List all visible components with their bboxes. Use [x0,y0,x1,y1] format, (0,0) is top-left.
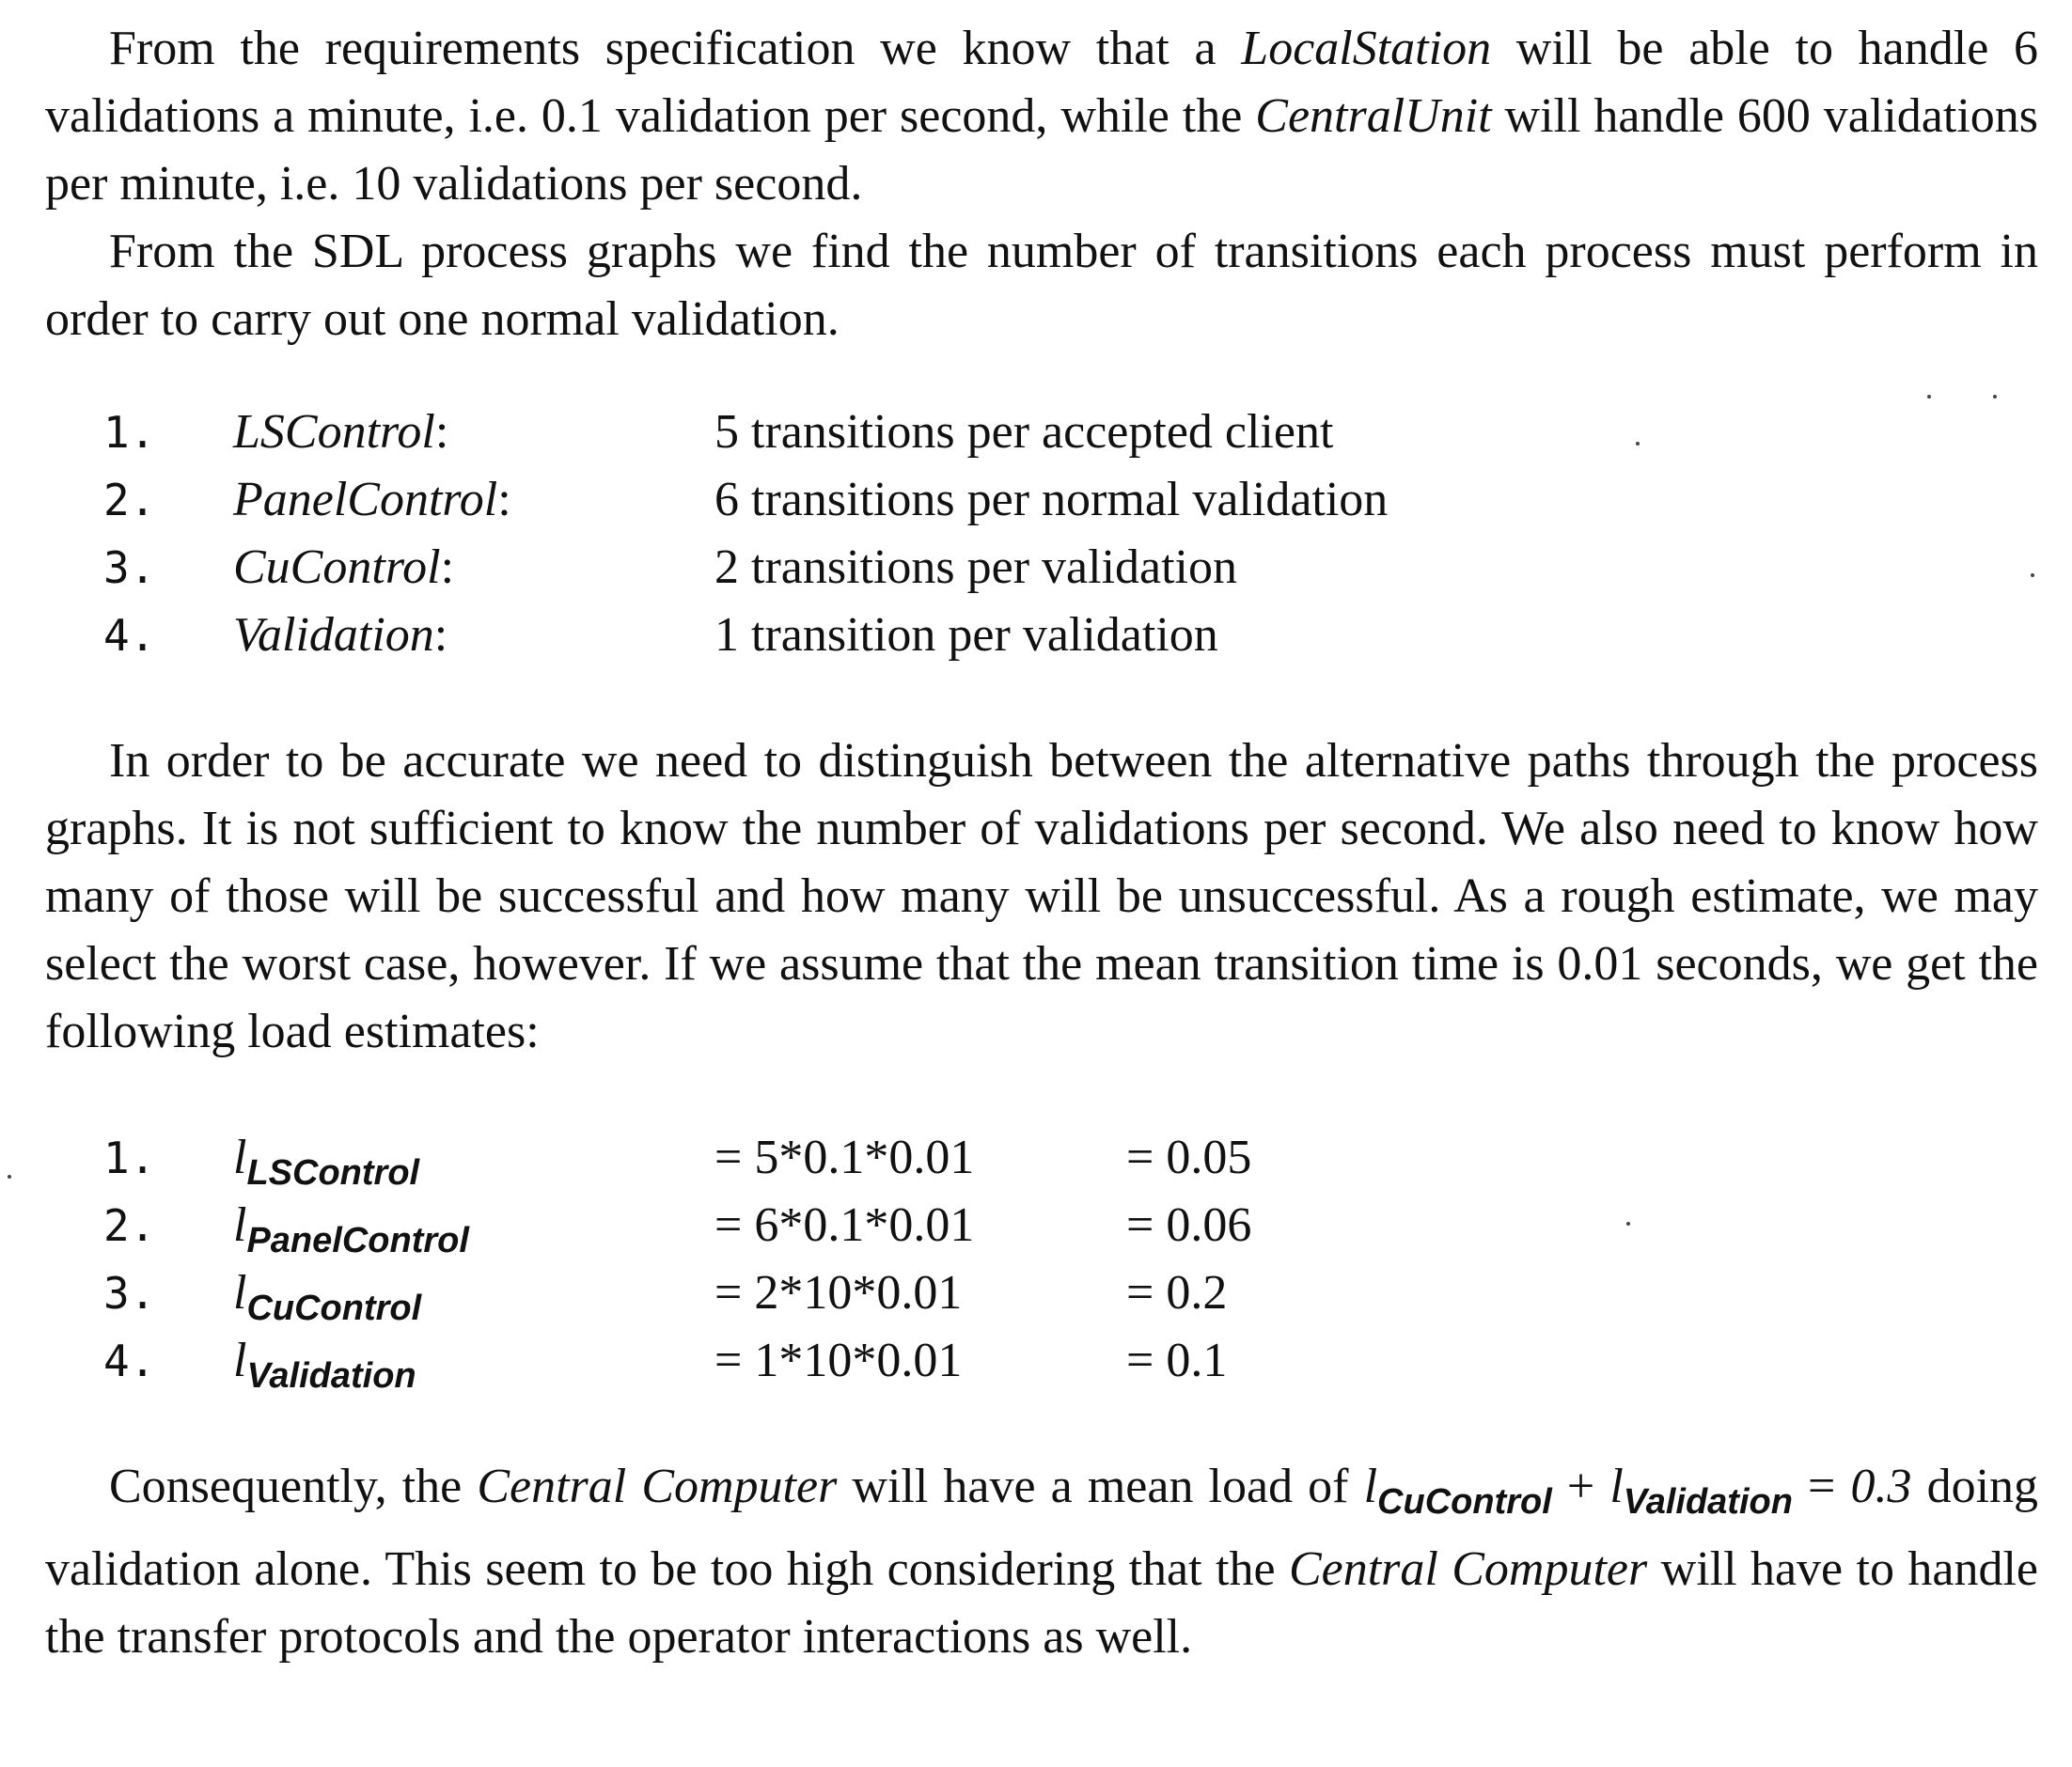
paragraph-conclusion: Consequently, the Central Computer will have a mean load of $l_{CuControl} + l_{Validation} = 0.3$ doing validation alone. This seem to be too high considering that the Central Computer will have to handle the transfer protocols and the operator interactions as well. [45,1460,2039,1664]
load-estimates-list [45,1124,2038,1395]
term-central-computer: Central Computer [477,1460,838,1513]
load-result: = 0.06 [1126,1198,1252,1252]
process-name: LSControl: [233,405,449,459]
term-central-unit: CentralUnit [1255,89,1492,143]
process-transitions: 5 transitions per accepted client [714,405,1334,459]
list-item [45,534,2038,602]
scan-speck [1636,442,1640,446]
load-result: = 0.2 [1126,1266,1228,1320]
list-item [45,399,2038,466]
term-central-computer: Central Computer [1288,1542,1648,1596]
text-span: will be able to handle 6 validations a minute, i.e. 0.1 validation per second, while the [45,22,2038,143]
load-symbol: $l_{PanelControl}$ [233,1198,469,1260]
load-expression: = 1*10*0.01 [714,1334,963,1387]
paragraph-accuracy: In order to be accurate we need to distinguish between the alternative paths through the process graphs. It is not sufficient to know the number of validations per second. We also need to know how many of those will be successful and how many will be unsuccessful. As a rough estimate, we may select the worst case, however. If we assume that the mean transition time is 0.01 seconds, we get the following load estimates: [45,734,2038,1058]
item-number: 3. [103,1268,156,1319]
item-number: 4. [103,610,156,661]
item-number: 2. [103,475,156,525]
item-number: 3. [103,542,156,593]
total-load-value: 0.3 [1850,1460,1912,1513]
item-number: 2. [103,1200,156,1251]
paragraph-requirements [45,15,2038,218]
process-name: CuControl: [233,540,455,594]
scan-speck [1626,1222,1630,1226]
item-number: 1. [103,1133,156,1183]
load-symbol: $l_{CuControl}$ [233,1266,422,1328]
list-item [45,602,2038,669]
load-result: = 0.1 [1126,1334,1228,1387]
list-item [45,466,2038,534]
process-transitions: 2 transitions per validation [714,540,1238,594]
load-expression: = 5*0.1*0.01 [714,1131,975,1184]
list-item [45,1124,2038,1192]
scan-speck [2031,573,2034,577]
process-transitions: 6 transitions per normal validation [714,473,1389,526]
scan-speck [1927,395,1931,399]
process-transitions: 1 transition per validation [714,608,1218,662]
item-number: 1. [103,407,156,458]
process-name: Validation: [233,608,448,662]
load-symbol: $l_{Validation}$ [233,1334,416,1396]
process-list [45,399,2038,669]
list-item [45,1259,2038,1327]
load-expression: = 6*0.1*0.01 [714,1198,975,1252]
scan-speck [1993,395,1997,399]
load-expression: = 2*10*0.01 [714,1266,963,1320]
term-local-station: LocalStation [1241,22,1492,75]
list-item [45,1327,2038,1395]
load-symbol: $l_{LSControl}$ [233,1131,420,1193]
text-span: will handle 600 validations per minute, i.e. 10 validations per second. [45,89,2038,211]
paragraph-sdl-graphs: From the SDL process graphs we find the number of transitions each process must perform in order to carry out one normal validation. [45,225,2038,346]
item-number: 4. [103,1336,156,1386]
list-item [45,1192,2038,1259]
document-page [45,15,2038,1671]
text-span: From the requirements specification we know that a [109,22,1242,75]
scan-speck [8,1175,11,1179]
load-result: = 0.05 [1126,1131,1252,1184]
process-name: PanelControl: [233,473,511,526]
